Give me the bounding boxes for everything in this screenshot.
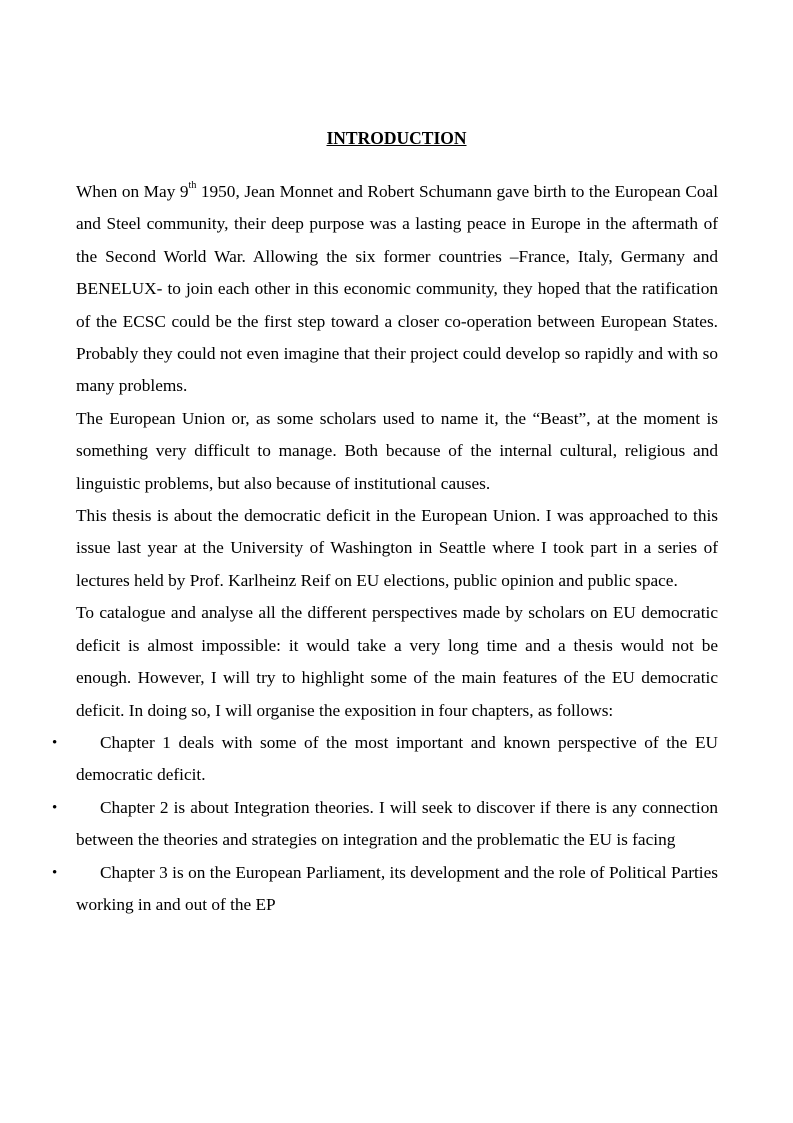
list-item bbox=[52, 792, 718, 857]
list-item-text: Chapter 2 is about Integration theories. I will seek to discover if there is any connection between the theories and strategies on integration and the problematic the EU is facing bbox=[76, 797, 718, 850]
paragraph-1-text-b: 1950, Jean Monnet and Robert Schumann gave birth to the European Coal and Steel community, their deep purpose was a lasting peace in Europe in the aftermath of the Second World War. Allowing the six former countries –France, Italy, Germany and BENELUX- to join each other in this economic community, they hoped that the ratification of the ECSC could be the first step toward a closer co-operation between European States. Probably they could not even imagine that their project could develop so rapidly and with so many problems. bbox=[76, 182, 718, 396]
document-body bbox=[52, 176, 718, 921]
paragraph-1-text-a: When on May 9 bbox=[76, 182, 189, 201]
paragraph-4: To catalogue and analyse all the different perspectives made by scholars on EU democratic deficit is almost impossible: it would take a very long time and a thesis would not be enough. However, I will try to highlight some of the main features of the EU democratic deficit. In doing so, I will organise the exposition in four chapters, as follows: bbox=[76, 603, 718, 720]
paragraph-2: The European Union or, as some scholars used to name it, the “Beast”, at the moment is something very difficult to manage. Both because of the internal cultural, religious and linguistic problems, but also because of institutional causes. bbox=[76, 408, 718, 493]
list-item-text: Chapter 3 is on the European Parliament, its development and the role of Political Parties working in and out of the EP bbox=[76, 862, 718, 914]
bullet-marker: • bbox=[52, 734, 58, 751]
page-title: INTRODUCTION bbox=[326, 128, 467, 148]
bullet-marker: • bbox=[52, 864, 58, 881]
bullet-marker: • bbox=[52, 799, 58, 816]
paragraph-3: This thesis is about the democratic deficit in the European Union. I was approached to this issue last year at the University of Washington in Seattle where I took part in a series of lectures held by Prof. Karlheinz Reif on EU elections, public opinion and public space. bbox=[76, 506, 718, 590]
list-item bbox=[52, 857, 718, 922]
superscript-ordinal: th bbox=[188, 180, 197, 192]
list-item-text: Chapter 1 deals with some of the most important and known perspective of the EU democratic deficit. bbox=[76, 732, 718, 785]
paragraph-1 bbox=[76, 176, 718, 403]
list-item bbox=[52, 727, 718, 792]
